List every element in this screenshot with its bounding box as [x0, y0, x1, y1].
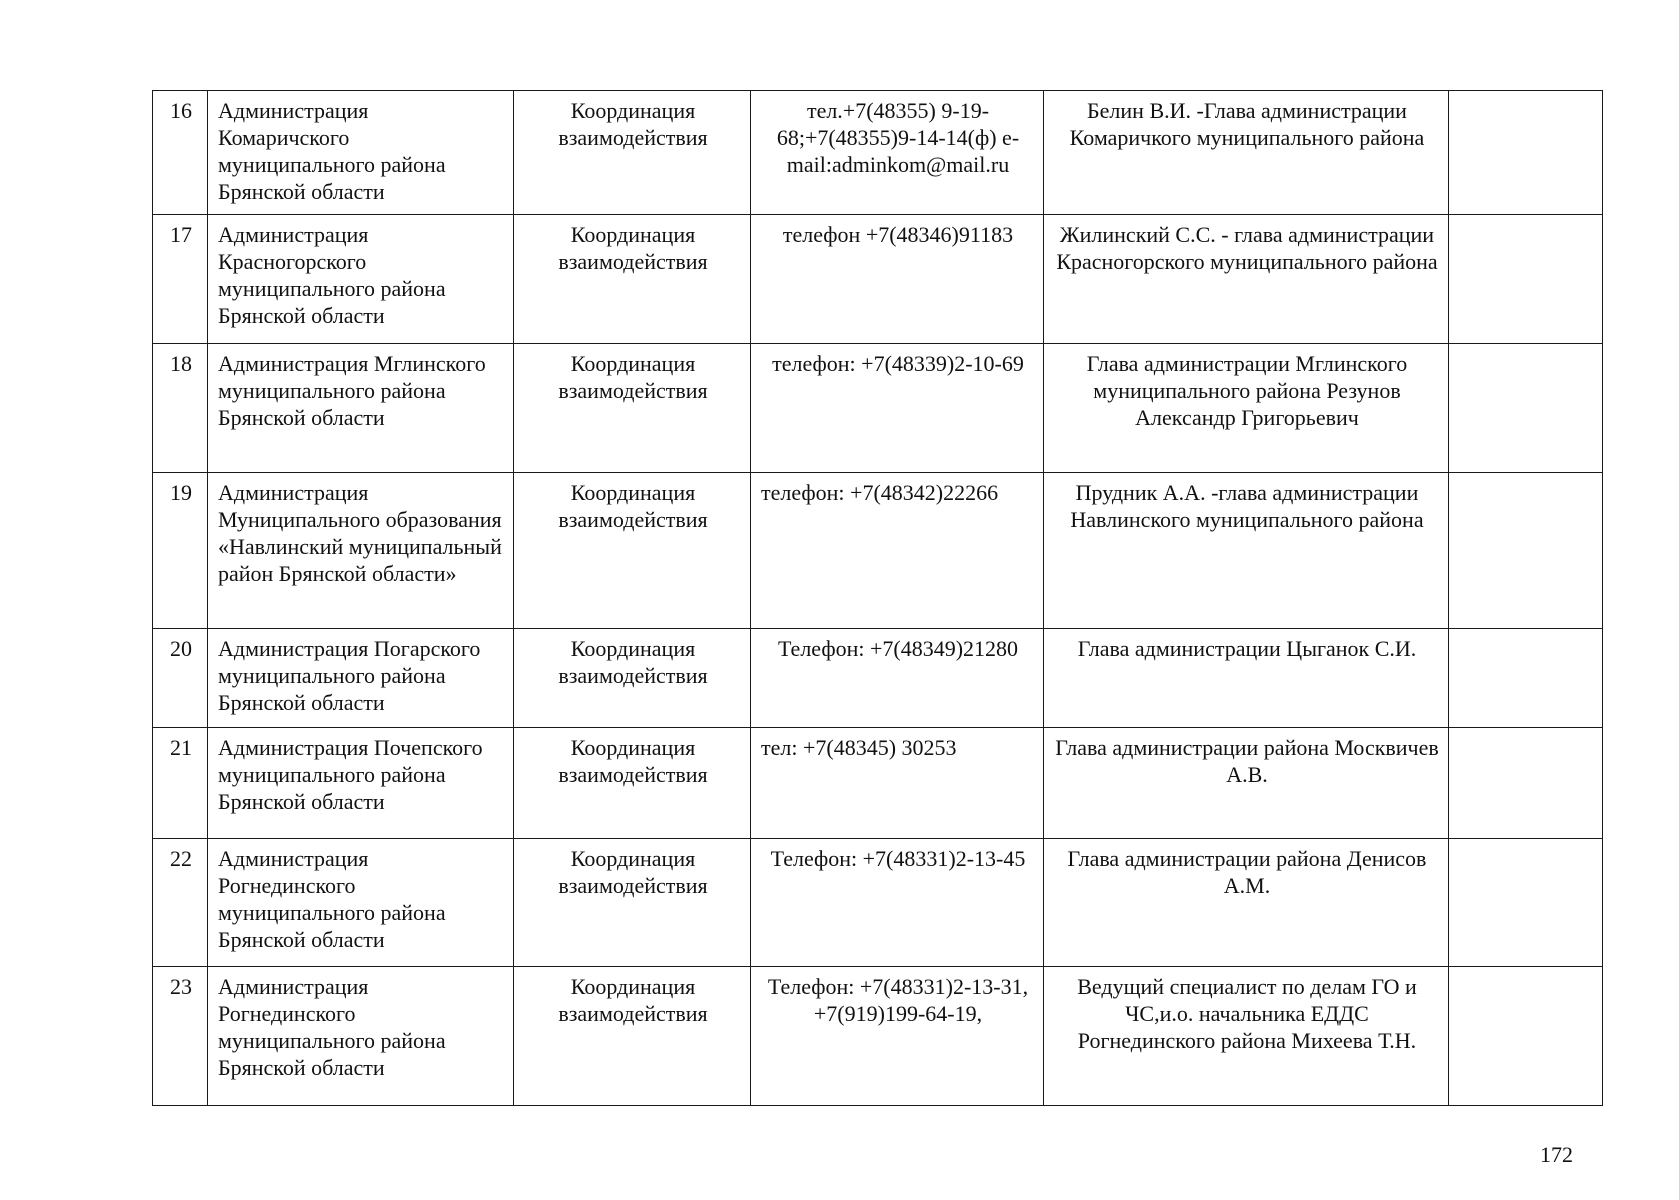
organization-cell: Администрация Почепского муниципального района Брянской области: [208, 728, 514, 839]
table-row: [153, 728, 1603, 839]
interaction-type-cell: Координация взаимодействия: [514, 91, 751, 215]
head-official-cell: Глава администрации района Денисов А.М.: [1044, 839, 1449, 967]
note-cell: [1449, 728, 1603, 839]
note-cell: [1449, 91, 1603, 215]
row-number: 18: [153, 344, 208, 473]
contact-cell: Телефон: +7(48331)2-13-45: [751, 839, 1044, 967]
table-row: [153, 473, 1603, 629]
table-row: [153, 839, 1603, 967]
interaction-type-cell: Координация взаимодействия: [514, 344, 751, 473]
table-row: [153, 215, 1603, 344]
head-official-cell: Прудник А.А. -глава администрации Навлинского муниципального района: [1044, 473, 1449, 629]
organization-cell: Администрация Рогнединского муниципального района Брянской области: [208, 967, 514, 1106]
note-cell: [1449, 473, 1603, 629]
note-cell: [1449, 839, 1603, 967]
table-row: [153, 344, 1603, 473]
organization-cell: Администрация Рогнединского муниципального района Брянской области: [208, 839, 514, 967]
row-number: 19: [153, 473, 208, 629]
interaction-type-cell: Координация взаимодействия: [514, 839, 751, 967]
head-official-cell: Глава администрации Мглинского муниципального района Резунов Александр Григорьевич: [1044, 344, 1449, 473]
interaction-type-cell: Координация взаимодействия: [514, 728, 751, 839]
organization-cell: Администрация Мглинского муниципального района Брянской области: [208, 344, 514, 473]
contact-cell: телефон: +7(48339)2-10-69: [751, 344, 1044, 473]
note-cell: [1449, 967, 1603, 1106]
interaction-type-cell: Координация взаимодействия: [514, 629, 751, 728]
organization-cell: Администрация Погарского муниципального района Брянской области: [208, 629, 514, 728]
row-number: 20: [153, 629, 208, 728]
row-number: 16: [153, 91, 208, 215]
contact-cell: тел.+7(48355) 9-19-68;+7(48355)9-14-14(ф) e-mail:adminkom@mail.ru: [751, 91, 1044, 215]
contact-cell: Телефон: +7(48349)21280: [751, 629, 1044, 728]
row-number: 17: [153, 215, 208, 344]
organization-cell: Администрация Комаричского муниципального района Брянской области: [208, 91, 514, 215]
head-official-cell: Жилинский С.С. - глава администрации Красногорского муниципального района: [1044, 215, 1449, 344]
table-row: [153, 967, 1603, 1106]
contact-cell: телефон +7(48346)91183: [751, 215, 1044, 344]
interaction-type-cell: Координация взаимодействия: [514, 215, 751, 344]
head-official-cell: Глава администрации района Москвичев А.В.: [1044, 728, 1449, 839]
table-row: [153, 91, 1603, 215]
note-cell: [1449, 215, 1603, 344]
organization-cell: Администрация Красногорского муниципального района Брянской области: [208, 215, 514, 344]
row-number: 23: [153, 967, 208, 1106]
interaction-type-cell: Координация взаимодействия: [514, 967, 751, 1106]
contact-cell: тел: +7(48345) 30253: [751, 728, 1044, 839]
head-official-cell: Белин В.И. -Глава администрации Комаричкого муниципального района: [1044, 91, 1449, 215]
table-row: [153, 629, 1603, 728]
head-official-cell: Глава администрации Цыганок С.И.: [1044, 629, 1449, 728]
page-number: 172: [1540, 1142, 1573, 1167]
head-official-cell: Ведущий специалист по делам ГО и ЧС,и.о. начальника ЕДДС Рогнединского района Михеева Т.Н.: [1044, 967, 1449, 1106]
interaction-type-cell: Координация взаимодействия: [514, 473, 751, 629]
note-cell: [1449, 344, 1603, 473]
organization-cell: Администрация Муниципального образования «Навлинский муниципальный район Брянской области»: [208, 473, 514, 629]
note-cell: [1449, 629, 1603, 728]
contact-cell: Телефон: +7(48331)2-13-31, +7(919)199-64-19,: [751, 967, 1044, 1106]
row-number: 22: [153, 839, 208, 967]
row-number: 21: [153, 728, 208, 839]
contact-cell: телефон: +7(48342)22266: [751, 473, 1044, 629]
contacts-table: [152, 90, 1603, 1106]
